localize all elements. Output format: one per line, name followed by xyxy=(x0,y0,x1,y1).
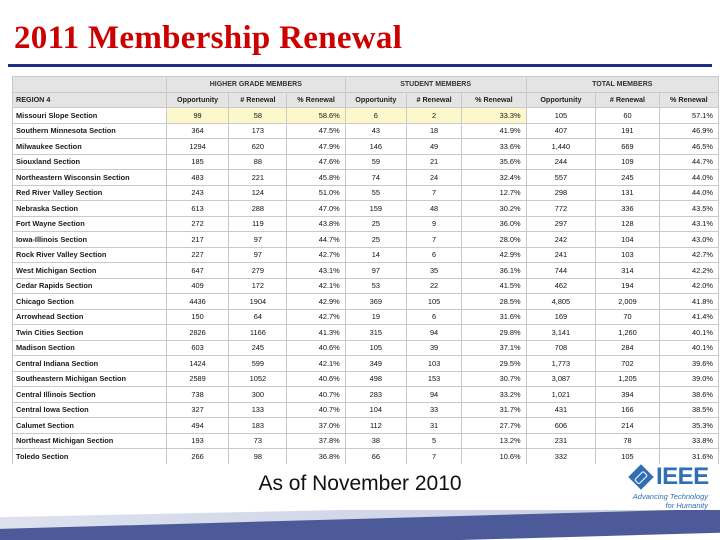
cell-hg-ren: 599 xyxy=(229,356,287,372)
cell-tot-ren: 1,205 xyxy=(596,371,659,387)
cell-tot-opp: 169 xyxy=(526,309,596,325)
cell-st-pct: 33.3% xyxy=(462,108,526,124)
cell-hg-pct: 44.7% xyxy=(287,232,345,248)
cell-st-pct: 42.9% xyxy=(462,247,526,263)
membership-table xyxy=(12,76,719,464)
cell-tot-pct: 33.8% xyxy=(659,433,718,449)
title-rule xyxy=(8,64,712,67)
cell-hg-ren: 58 xyxy=(229,108,287,124)
as-of-caption: As of November 2010 xyxy=(258,472,462,495)
cell-hg-opp: 99 xyxy=(166,108,228,124)
cell-hg-pct: 40.7% xyxy=(287,402,345,418)
cell-hg-pct: 58.6% xyxy=(287,108,345,124)
cell-name: Rock River Valley Section xyxy=(13,247,167,263)
cell-hg-opp: 327 xyxy=(166,402,228,418)
cell-tot-ren: 70 xyxy=(596,309,659,325)
cell-name: Central Iowa Section xyxy=(13,402,167,418)
cell-st-pct: 36.1% xyxy=(462,263,526,279)
cell-hg-ren: 245 xyxy=(229,340,287,356)
cell-hg-ren: 73 xyxy=(229,433,287,449)
cell-hg-ren: 300 xyxy=(229,387,287,403)
cell-tot-pct: 42.2% xyxy=(659,263,718,279)
cell-hg-pct: 45.8% xyxy=(287,170,345,186)
cell-hg-opp: 494 xyxy=(166,418,228,434)
column-header-tot-opportunity: Opportunity xyxy=(526,92,596,108)
cell-hg-opp: 4436 xyxy=(166,294,228,310)
cell-tot-opp: 708 xyxy=(526,340,596,356)
cell-tot-ren: 314 xyxy=(596,263,659,279)
table-row xyxy=(13,309,719,325)
cell-tot-pct: 43.5% xyxy=(659,201,718,217)
cell-name: Red River Valley Section xyxy=(13,185,167,201)
cell-hg-opp: 193 xyxy=(166,433,228,449)
ieee-diamond-icon xyxy=(628,464,653,489)
cell-st-opp: 14 xyxy=(345,247,406,263)
cell-tot-ren: 336 xyxy=(596,201,659,217)
cell-tot-pct: 43.0% xyxy=(659,232,718,248)
table-row xyxy=(13,402,719,418)
cell-name: Iowa-Illinois Section xyxy=(13,232,167,248)
table-row xyxy=(13,387,719,403)
cell-st-ren: 94 xyxy=(407,387,462,403)
cell-st-pct: 30.7% xyxy=(462,371,526,387)
cell-tot-opp: 3,087 xyxy=(526,371,596,387)
cell-name: Cedar Rapids Section xyxy=(13,278,167,294)
cell-st-ren: 24 xyxy=(407,170,462,186)
cell-st-ren: 5 xyxy=(407,433,462,449)
cell-tot-pct: 40.1% xyxy=(659,340,718,356)
cell-hg-opp: 243 xyxy=(166,185,228,201)
cell-hg-pct: 37.8% xyxy=(287,433,345,449)
cell-hg-opp: 217 xyxy=(166,232,228,248)
cell-st-opp: 25 xyxy=(345,216,406,232)
cell-hg-ren: 183 xyxy=(229,418,287,434)
cell-tot-ren: 166 xyxy=(596,402,659,418)
table-row xyxy=(13,139,719,155)
cell-tot-pct: 35.3% xyxy=(659,418,718,434)
cell-st-opp: 105 xyxy=(345,340,406,356)
cell-st-ren: 18 xyxy=(407,123,462,139)
cell-tot-ren: 394 xyxy=(596,387,659,403)
cell-st-opp: 38 xyxy=(345,433,406,449)
cell-name: Siouxland Section xyxy=(13,154,167,170)
table-row xyxy=(13,201,719,217)
cell-hg-pct: 36.8% xyxy=(287,449,345,465)
cell-st-pct: 31.7% xyxy=(462,402,526,418)
cell-st-pct: 13.2% xyxy=(462,433,526,449)
table-row xyxy=(13,263,719,279)
cell-st-ren: 31 xyxy=(407,418,462,434)
ieee-wordmark: IEEE xyxy=(656,463,709,490)
cell-st-pct: 33.6% xyxy=(462,139,526,155)
cell-st-opp: 59 xyxy=(345,154,406,170)
cell-tot-ren: 702 xyxy=(596,356,659,372)
cell-hg-opp: 185 xyxy=(166,154,228,170)
cell-tot-pct: 39.0% xyxy=(659,371,718,387)
column-header-st-renewal: # Renewal xyxy=(407,92,462,108)
cell-tot-opp: 242 xyxy=(526,232,596,248)
cell-hg-opp: 2589 xyxy=(166,371,228,387)
cell-tot-pct: 42.0% xyxy=(659,278,718,294)
cell-tot-pct: 42.7% xyxy=(659,247,718,263)
cell-hg-pct: 42.1% xyxy=(287,278,345,294)
cell-st-pct: 28.5% xyxy=(462,294,526,310)
cell-tot-opp: 298 xyxy=(526,185,596,201)
cell-name: Southern Minnesota Section xyxy=(13,123,167,139)
cell-hg-ren: 98 xyxy=(229,449,287,465)
cell-tot-ren: 214 xyxy=(596,418,659,434)
cell-st-opp: 498 xyxy=(345,371,406,387)
group-header-blank xyxy=(13,77,167,93)
cell-hg-ren: 97 xyxy=(229,247,287,263)
cell-hg-ren: 88 xyxy=(229,154,287,170)
cell-st-opp: 159 xyxy=(345,201,406,217)
cell-tot-opp: 244 xyxy=(526,154,596,170)
cell-st-ren: 33 xyxy=(407,402,462,418)
table-row xyxy=(13,294,719,310)
cell-tot-ren: 191 xyxy=(596,123,659,139)
cell-tot-pct: 43.1% xyxy=(659,216,718,232)
cell-hg-pct: 42.1% xyxy=(287,356,345,372)
table-row xyxy=(13,232,719,248)
cell-hg-pct: 42.7% xyxy=(287,247,345,263)
cell-hg-pct: 40.6% xyxy=(287,371,345,387)
cell-hg-opp: 613 xyxy=(166,201,228,217)
group-header-higher-grade: HIGHER GRADE MEMBERS xyxy=(166,77,345,93)
cell-hg-pct: 42.9% xyxy=(287,294,345,310)
table-row xyxy=(13,356,719,372)
cell-st-pct: 35.6% xyxy=(462,154,526,170)
cell-tot-pct: 38.6% xyxy=(659,387,718,403)
table-row xyxy=(13,216,719,232)
column-header-hg-pct: % Renewal xyxy=(287,92,345,108)
cell-tot-pct: 46.5% xyxy=(659,139,718,155)
cell-st-ren: 2 xyxy=(407,108,462,124)
cell-st-opp: 369 xyxy=(345,294,406,310)
cell-name: Milwaukee Section xyxy=(13,139,167,155)
cell-st-opp: 283 xyxy=(345,387,406,403)
cell-st-pct: 10.6% xyxy=(462,449,526,465)
cell-name: Northeast Michigan Section xyxy=(13,433,167,449)
cell-hg-pct: 47.0% xyxy=(287,201,345,217)
column-header-st-opportunity: Opportunity xyxy=(345,92,406,108)
cell-hg-ren: 1166 xyxy=(229,325,287,341)
table-row xyxy=(13,371,719,387)
table-row xyxy=(13,154,719,170)
cell-tot-ren: 78 xyxy=(596,433,659,449)
cell-tot-ren: 109 xyxy=(596,154,659,170)
cell-tot-ren: 669 xyxy=(596,139,659,155)
cell-name: Chicago Section xyxy=(13,294,167,310)
cell-st-ren: 9 xyxy=(407,216,462,232)
cell-st-opp: 25 xyxy=(345,232,406,248)
cell-hg-ren: 279 xyxy=(229,263,287,279)
cell-hg-pct: 40.7% xyxy=(287,387,345,403)
table-row xyxy=(13,433,719,449)
cell-st-ren: 7 xyxy=(407,449,462,465)
table-row xyxy=(13,108,719,124)
cell-tot-opp: 431 xyxy=(526,402,596,418)
column-header-st-pct: % Renewal xyxy=(462,92,526,108)
table-row xyxy=(13,449,719,465)
cell-hg-opp: 364 xyxy=(166,123,228,139)
cell-tot-opp: 557 xyxy=(526,170,596,186)
table-row xyxy=(13,325,719,341)
cell-st-pct: 36.0% xyxy=(462,216,526,232)
table-row xyxy=(13,123,719,139)
cell-hg-pct: 43.8% xyxy=(287,216,345,232)
table-row xyxy=(13,170,719,186)
cell-st-ren: 153 xyxy=(407,371,462,387)
cell-hg-ren: 288 xyxy=(229,201,287,217)
cell-tot-pct: 31.6% xyxy=(659,449,718,465)
cell-hg-opp: 483 xyxy=(166,170,228,186)
cell-st-pct: 33.2% xyxy=(462,387,526,403)
cell-hg-ren: 173 xyxy=(229,123,287,139)
cell-st-opp: 43 xyxy=(345,123,406,139)
cell-hg-ren: 1904 xyxy=(229,294,287,310)
cell-name: Toledo Section xyxy=(13,449,167,465)
cell-hg-ren: 124 xyxy=(229,185,287,201)
cell-hg-opp: 738 xyxy=(166,387,228,403)
cell-name: West Michigan Section xyxy=(13,263,167,279)
cell-name: Northeastern Wisconsin Section xyxy=(13,170,167,186)
cell-st-ren: 39 xyxy=(407,340,462,356)
cell-tot-pct: 40.1% xyxy=(659,325,718,341)
cell-tot-ren: 60 xyxy=(596,108,659,124)
cell-tot-pct: 57.1% xyxy=(659,108,718,124)
column-header-tot-pct: % Renewal xyxy=(659,92,718,108)
cell-tot-pct: 44.7% xyxy=(659,154,718,170)
ieee-tagline: Advancing Technology for Humanity xyxy=(632,492,708,510)
cell-st-opp: 19 xyxy=(345,309,406,325)
cell-st-opp: 104 xyxy=(345,402,406,418)
cell-tot-opp: 462 xyxy=(526,278,596,294)
cell-hg-opp: 409 xyxy=(166,278,228,294)
cell-hg-ren: 133 xyxy=(229,402,287,418)
cell-tot-opp: 772 xyxy=(526,201,596,217)
cell-st-pct: 37.1% xyxy=(462,340,526,356)
cell-hg-pct: 51.0% xyxy=(287,185,345,201)
cell-tot-ren: 245 xyxy=(596,170,659,186)
cell-tot-pct: 38.5% xyxy=(659,402,718,418)
cell-tot-opp: 297 xyxy=(526,216,596,232)
cell-st-ren: 48 xyxy=(407,201,462,217)
table-body xyxy=(13,108,719,465)
cell-hg-pct: 47.5% xyxy=(287,123,345,139)
cell-hg-opp: 150 xyxy=(166,309,228,325)
table-row xyxy=(13,278,719,294)
cell-tot-pct: 44.0% xyxy=(659,170,718,186)
membership-table-container xyxy=(12,76,719,464)
cell-hg-opp: 1424 xyxy=(166,356,228,372)
cell-st-ren: 103 xyxy=(407,356,462,372)
group-header-row xyxy=(13,77,719,93)
cell-tot-opp: 105 xyxy=(526,108,596,124)
column-header-tot-renewal: # Renewal xyxy=(596,92,659,108)
cell-hg-ren: 97 xyxy=(229,232,287,248)
cell-tot-opp: 744 xyxy=(526,263,596,279)
cell-hg-opp: 603 xyxy=(166,340,228,356)
cell-hg-opp: 1294 xyxy=(166,139,228,155)
cell-st-opp: 315 xyxy=(345,325,406,341)
cell-hg-ren: 1052 xyxy=(229,371,287,387)
cell-hg-pct: 37.0% xyxy=(287,418,345,434)
cell-tot-pct: 41.4% xyxy=(659,309,718,325)
cell-st-ren: 7 xyxy=(407,232,462,248)
cell-tot-pct: 44.0% xyxy=(659,185,718,201)
cell-name: Southeastern Michigan Section xyxy=(13,371,167,387)
cell-st-ren: 22 xyxy=(407,278,462,294)
slide-title: 2011 Membership Renewal xyxy=(14,20,403,56)
cell-tot-pct: 41.8% xyxy=(659,294,718,310)
cell-tot-pct: 46.9% xyxy=(659,123,718,139)
cell-hg-opp: 266 xyxy=(166,449,228,465)
cell-tot-ren: 103 xyxy=(596,247,659,263)
table-row xyxy=(13,185,719,201)
cell-tot-ren: 104 xyxy=(596,232,659,248)
cell-tot-opp: 241 xyxy=(526,247,596,263)
column-header-hg-opportunity: Opportunity xyxy=(166,92,228,108)
cell-tot-ren: 105 xyxy=(596,449,659,465)
column-header-hg-renewal: # Renewal xyxy=(229,92,287,108)
cell-st-pct: 41.9% xyxy=(462,123,526,139)
cell-hg-pct: 41.3% xyxy=(287,325,345,341)
cell-st-ren: 105 xyxy=(407,294,462,310)
cell-tot-opp: 231 xyxy=(526,433,596,449)
cell-hg-pct: 47.6% xyxy=(287,154,345,170)
cell-tot-opp: 332 xyxy=(526,449,596,465)
cell-st-pct: 31.6% xyxy=(462,309,526,325)
cell-name: Missouri Slope Section xyxy=(13,108,167,124)
cell-name: Calumet Section xyxy=(13,418,167,434)
cell-st-ren: 94 xyxy=(407,325,462,341)
cell-name: Fort Wayne Section xyxy=(13,216,167,232)
cell-st-pct: 41.5% xyxy=(462,278,526,294)
cell-name: Central Indiana Section xyxy=(13,356,167,372)
ieee-logo xyxy=(626,462,710,514)
table-row xyxy=(13,247,719,263)
cell-st-pct: 32.4% xyxy=(462,170,526,186)
cell-name: Central Illinois Section xyxy=(13,387,167,403)
cell-tot-opp: 407 xyxy=(526,123,596,139)
cell-st-opp: 74 xyxy=(345,170,406,186)
cell-st-pct: 29.8% xyxy=(462,325,526,341)
cell-tot-ren: 131 xyxy=(596,185,659,201)
cell-tot-ren: 284 xyxy=(596,340,659,356)
cell-tot-opp: 3,141 xyxy=(526,325,596,341)
group-header-student: STUDENT MEMBERS xyxy=(345,77,526,93)
column-header-region: REGION 4 xyxy=(13,92,167,108)
cell-name: Nebraska Section xyxy=(13,201,167,217)
cell-st-pct: 28.0% xyxy=(462,232,526,248)
table-row xyxy=(13,340,719,356)
cell-st-opp: 53 xyxy=(345,278,406,294)
cell-hg-pct: 42.7% xyxy=(287,309,345,325)
cell-name: Arrowhead Section xyxy=(13,309,167,325)
cell-st-ren: 35 xyxy=(407,263,462,279)
cell-st-pct: 27.7% xyxy=(462,418,526,434)
cell-hg-opp: 2826 xyxy=(166,325,228,341)
cell-name: Madison Section xyxy=(13,340,167,356)
cell-tot-opp: 1,773 xyxy=(526,356,596,372)
cell-st-opp: 55 xyxy=(345,185,406,201)
cell-st-opp: 349 xyxy=(345,356,406,372)
cell-name: Twin Cities Section xyxy=(13,325,167,341)
cell-tot-opp: 606 xyxy=(526,418,596,434)
cell-hg-opp: 227 xyxy=(166,247,228,263)
cell-st-ren: 7 xyxy=(407,185,462,201)
cell-hg-pct: 43.1% xyxy=(287,263,345,279)
cell-hg-ren: 119 xyxy=(229,216,287,232)
cell-st-opp: 97 xyxy=(345,263,406,279)
cell-hg-ren: 172 xyxy=(229,278,287,294)
cell-tot-ren: 1,260 xyxy=(596,325,659,341)
cell-st-ren: 6 xyxy=(407,247,462,263)
cell-st-opp: 112 xyxy=(345,418,406,434)
cell-hg-ren: 64 xyxy=(229,309,287,325)
cell-tot-ren: 194 xyxy=(596,278,659,294)
cell-hg-opp: 272 xyxy=(166,216,228,232)
cell-tot-ren: 2,009 xyxy=(596,294,659,310)
cell-st-ren: 49 xyxy=(407,139,462,155)
cell-st-pct: 12.7% xyxy=(462,185,526,201)
table-row xyxy=(13,418,719,434)
cell-tot-opp: 1,440 xyxy=(526,139,596,155)
cell-hg-pct: 47.9% xyxy=(287,139,345,155)
cell-st-ren: 21 xyxy=(407,154,462,170)
cell-st-opp: 146 xyxy=(345,139,406,155)
cell-tot-opp: 4,805 xyxy=(526,294,596,310)
column-header-row xyxy=(13,92,719,108)
cell-tot-opp: 1,021 xyxy=(526,387,596,403)
group-header-total: TOTAL MEMBERS xyxy=(526,77,718,93)
cell-st-pct: 29.5% xyxy=(462,356,526,372)
cell-hg-opp: 647 xyxy=(166,263,228,279)
cell-st-ren: 6 xyxy=(407,309,462,325)
cell-hg-ren: 620 xyxy=(229,139,287,155)
bottom-decorative-band xyxy=(0,510,720,540)
cell-hg-ren: 221 xyxy=(229,170,287,186)
cell-tot-ren: 128 xyxy=(596,216,659,232)
cell-st-opp: 66 xyxy=(345,449,406,465)
cell-st-pct: 30.2% xyxy=(462,201,526,217)
cell-st-opp: 6 xyxy=(345,108,406,124)
cell-tot-pct: 39.6% xyxy=(659,356,718,372)
cell-hg-pct: 40.6% xyxy=(287,340,345,356)
